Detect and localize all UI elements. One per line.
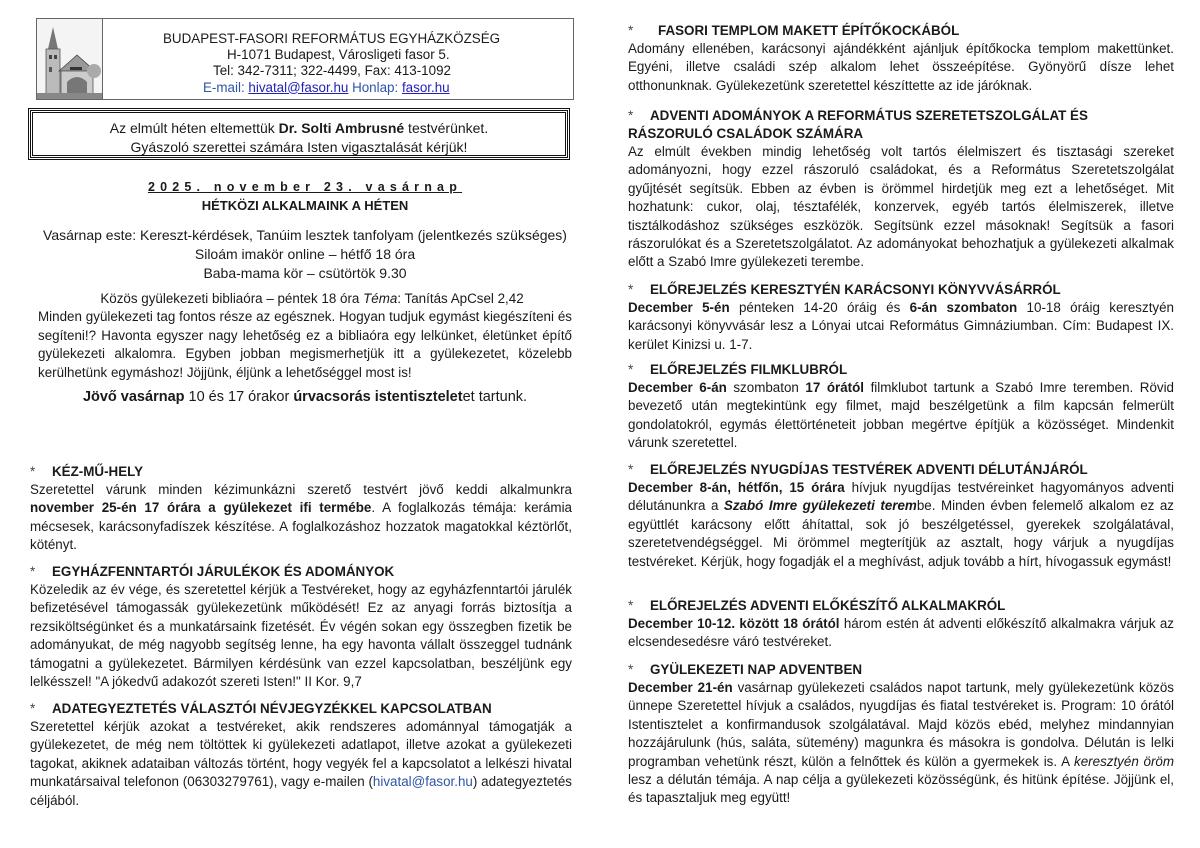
section-title: GYÜLEKEZETI NAP ADVENTBEN bbox=[650, 662, 863, 677]
bullet-icon: * bbox=[628, 662, 634, 677]
email-label: E-mail: bbox=[203, 79, 249, 95]
section-body: Szeretettel várunk minden kézimunkázni szerető testvért jövő keddi alkalmunkra november 25-én 17 órára a gyülekezet ifi termébe. A foglalkozás témája: kerámia mécsesek, karácsonyfadíszek készítése. A foglalkozáshoz hozzatok magatokkal kéztörlőt, kötényt. bbox=[30, 482, 573, 553]
next-sunday-bold: úrvacsorás istentisztelet bbox=[293, 389, 463, 405]
section-body: Szeretettel kérjük azokat a testvéreket, akik rendszeres adománnyal támogatják a gyülekezetet, de még nem töltöttek ki gyülekezeti adatlapot, illetve azokat a gyülekezeti tagokat, akiknek adataiban változás történt, hogy vegyék fel a kapcsolatot a lelkészi hivatal munkatársaival telefonon (06303279761), vagy e-mailen (hivatal@fasor.hu) adategyeztetés céljából. bbox=[30, 719, 572, 808]
section-kezmuhely bbox=[30, 463, 572, 555]
weekly-heading: HÉTKÖZI ALKALMAINK A HÉTEN bbox=[201, 198, 409, 213]
next-sunday-text: et tartunk. bbox=[462, 389, 528, 405]
notice-line2: Gyászoló szerettei számára Isten vigasztalását kérjük! bbox=[130, 139, 468, 155]
section-title: ELŐREJELZÉS KERESZTYÉN KARÁCSONYI KÖNYVVÁSÁRRÓL bbox=[650, 282, 1061, 297]
section-body: Az elmúlt években mindig lehetőség volt tartós élelmiszert és tisztasági szereket adományozni, hogy ezzel rászoruló családokat, és a Református Szeretetszolgálat gyűjtését segítsük. Ebben az évben is örömmel hirdetjük meg ezt a lehetőséget. Mit hozhatunk: cukor, olaj, tésztafélék, konzervek, egyéb tartós élelmiszerek, illetve tisztálkodáshoz szükséges eszközök. Segítsünk ezzel másoknak! Segítsük a fasori rászorulókat és a Szeretetszolgálatot. Az adományokat behozhatjuk a gyülekezeti alkalmak előtt a Szabó Imre gyülekezeti terembe. bbox=[628, 144, 1174, 270]
bullet-icon: * bbox=[628, 23, 634, 38]
bullet-icon: * bbox=[628, 462, 634, 477]
web-label: Honlap: bbox=[348, 79, 402, 95]
bible-body: Minden gyülekezeti tag fontos része az egésznek. Hogyan tudjuk egymást kiegészíteni és segíteni!? Havonta egyszer nagy lehetőség ez a bibliaóra egy lelkünket, életünket építő gyülekezeti alkalomra. Egyben jobban megismerhetjük itt a gyülekezetet, közelebb kerülhetünk egymáshoz! Jöjjünk, éljünk a lehetőséggel most is! bbox=[38, 309, 572, 380]
section-title: EGYHÁZFENNTARTÓI JÁRULÉKOK ÉS ADOMÁNYOK bbox=[52, 564, 395, 579]
section-title: ELŐREJELZÉS FILMKLUBRÓL bbox=[650, 362, 848, 377]
section-title: ELŐREJELZÉS ADVENTI ELŐKÉSZÍTŐ ALKALMAKRÓL bbox=[650, 598, 1006, 613]
section-gyulekezeti-nap bbox=[628, 661, 1174, 808]
bullet-icon: * bbox=[628, 362, 634, 377]
next-sunday-text: 10 és 17 órakor bbox=[184, 389, 294, 405]
bullet-icon: * bbox=[30, 701, 36, 716]
section-body: December 5-én pénteken 14-20 óráig és 6-án szombaton 10-18 óráig keresztyén karácsonyi könyvvásár lesz a Lónyai utcai Református Gimnáziumban. Cím: Budapest IX. kerület Kinizsi u. 1-7. bbox=[628, 300, 1175, 352]
notice-text: testvérünket. bbox=[404, 120, 489, 136]
next-sunday-bold: Jövő vasárnap bbox=[82, 389, 185, 405]
section-body: December 6-án szombaton 17 órától filmklubot tartunk a Szabó Imre teremben. Rövid bevezető után megtekintünk egy filmet, majd beszélgetünk a film kapcsán felmerült gondolatokról, egymás élettörténeteit jobban megértve építjük a közösséget. Mindenkit várunk szeretettel. bbox=[628, 380, 1175, 451]
section-adventi-adomanyok bbox=[628, 107, 1174, 272]
section-title: ADVENTI ADOMÁNYOK A REFORMÁTUS SZERETETSZOLGÁLAT ÉS RÁSZORULÓ CSALÁDOK SZÁMÁRA bbox=[628, 108, 1088, 141]
church-logo-icon bbox=[37, 19, 103, 99]
weekly-schedule bbox=[30, 226, 580, 283]
section-elokeszito bbox=[628, 597, 1174, 652]
section-body: Adomány ellenében, karácsonyi ajándékként ajánljuk építőkocka templom makettünket. Egyéni, illetve családi szép alkalom lehet összeépítése. Gyönyörű dísze lehet otthonunknak. Gyülekezetünk szeretettel készíttette az ide járóknak. bbox=[628, 41, 1174, 93]
org-name: BUDAPEST-FASORI REFORMÁTUS EGYHÁZKÖZSÉG bbox=[163, 31, 501, 46]
letterhead bbox=[36, 18, 574, 100]
next-sunday bbox=[38, 389, 572, 405]
schedule-item: Siloám imakör online – hétfő 18 óra bbox=[194, 246, 416, 262]
section-filmklub bbox=[628, 361, 1174, 453]
section-title: ELŐREJELZÉS NYUGDÍJAS TESTVÉREK ADVENTI DÉLUTÁNJÁRÓL bbox=[650, 462, 1088, 477]
org-contact bbox=[103, 80, 573, 96]
schedule-item: Vasárnap este: Kereszt-kérdések, Tanúim lesztek tanfolyam (jelentkezés szükséges) bbox=[43, 227, 567, 243]
email-link[interactable]: hivatal@fasor.hu bbox=[372, 774, 473, 790]
section-jarulek bbox=[30, 563, 572, 691]
bullet-icon: * bbox=[30, 564, 36, 579]
schedule-item: Baba-mama kör – csütörtök 9.30 bbox=[203, 265, 407, 281]
section-body: December 8-án, hétfőn, 15 órára hívjuk nyugdíjas testvéreinket hagyományos adventi délutánunkra a Szabó Imre gyülekezeti terembe. Minden évben felemelő alkalom ez az együttlét karácsony előtt áhítattal, sok jó beszélgetéssel, gyerekek szolgálatával, szeretetvendégséggel. Mi örömmel megterítjük az asztalt, hogy várjuk a nyugdíjas testvéreket. Kérjük, hogy fogadják el a meghívást, adjuk tovább a hírt, hívogassuk egymást! bbox=[628, 480, 1174, 569]
org-phone: Tel: 342-7311; 322-4499, Fax: 413-1092 bbox=[213, 63, 451, 79]
section-title: KÉZ-MŰ-HELY bbox=[52, 464, 144, 479]
section-title: FASORI TEMPLOM MAKETT ÉPÍTŐKOCKÁBÓL bbox=[658, 23, 960, 38]
website-link[interactable]: fasor.hu bbox=[401, 79, 450, 95]
section-title: ADATEGYEZTETÉS VÁLASZTÓI NÉVJEGYZÉKKEL KAPCSOLATBAN bbox=[52, 701, 492, 716]
email-link[interactable]: hivatal@fasor.hu bbox=[248, 79, 349, 95]
bullet-icon: * bbox=[628, 108, 634, 123]
bible-study bbox=[38, 290, 572, 382]
section-body: December 10-12. között 18 órától három estén át adventi előkészítő alkalmakra várjuk az elcsendesedésre váró testvéreket. bbox=[628, 616, 1175, 650]
deceased-name: Dr. Solti Ambrusné bbox=[278, 120, 405, 136]
bullet-icon: * bbox=[628, 282, 634, 297]
date-text: 2025. november 23. vasárnap bbox=[147, 180, 463, 194]
section-nyugdijas bbox=[628, 461, 1174, 571]
bible-line: Közös gyülekezeti bibliaóra – péntek 18 óra bbox=[100, 291, 364, 306]
bulletin-date bbox=[38, 180, 572, 194]
notice-text: Az elmúlt héten eltemettük bbox=[109, 120, 279, 136]
org-address: H-1071 Budapest, Városligeti fasor 5. bbox=[227, 47, 450, 63]
condolence-notice bbox=[30, 110, 568, 158]
bible-theme-label: Téma bbox=[363, 291, 398, 306]
section-body: December 21-én vasárnap gyülekezeti családos napot tartunk, mely gyülekezetünk közös ünnepe Szeretettel hívjuk a családos, nyugdíjas és fiatal testvéreket is. Program: 10 órától Istentisztelet a konfirmandusok szolgálatával. Majd közös ebéd, melyhez mindannyian hozzájárulunk (hús, saláta, sütemény) magunkra és másokra is gondolva. Délután is lelki programban vehetünk részt, külön a felnőttek és külön a gyermekek is. A keresztyén öröm lesz a délután témája. A nap célja a gyülekezeti közösségünk, és hitünk építése. Jöjjünk el, és tapasztaljuk meg együtt! bbox=[628, 680, 1175, 806]
section-adategyeztetes bbox=[30, 700, 572, 810]
section-body: Közeledik az év vége, és szeretettel kérjük a Testvéreket, hogy az egyházfenntartói járulék befizetésével támogassák gyülekezetünk működését! Ez az anyagi forrás biztosítja a rezsiköltségünket és a munkatársaink fizetését. Év végén sokan egy összegben fizetik be adományukat, de még nagyobb segítség lenne, ha egy havonta vállalt összeggel tudnánk támogatni a gyülekezetet. Bármilyen kérdésünk van ezzel kapcsolatban, beszéljünk egy lelkésszel! "A jókedvű adakozót szereti Isten!" II Kor. 9,7 bbox=[30, 582, 572, 690]
bullet-icon: * bbox=[628, 598, 634, 613]
bible-line: : Tanítás ApCsel 2,42 bbox=[397, 291, 524, 306]
bullet-icon: * bbox=[30, 464, 36, 479]
section-konyvvasar bbox=[628, 281, 1174, 354]
section-makett bbox=[628, 22, 1174, 95]
